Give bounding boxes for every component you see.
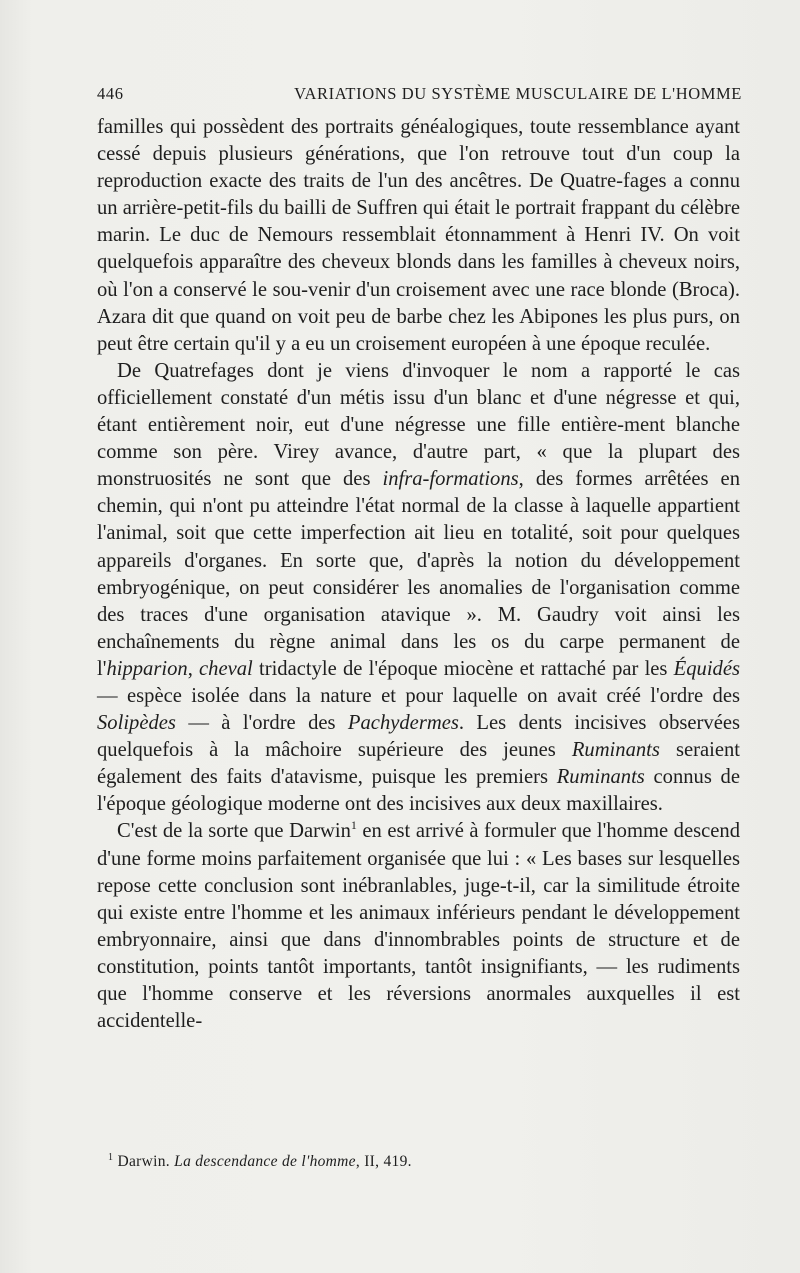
body-text (97, 114, 740, 1035)
text-run: , des formes arrêtées en chemin, qui n'ont pu atteindre l'état normal de la classe à laquelle appartient l'animal, soit que cette imperfection ait lieu en totalité, soit pour quelques appareils d'organes. En sorte que, d'après la notion du développement embryogénique, on peut considérer les anomalies de l'organisation comme des traces d'une organisation atavique ». M. Gaudry voit ainsi les enchaînements du règne animal dans les os du carpe permanent de l' (97, 468, 740, 680)
text-run: . Les dents incisives observées quelquefois à la mâchoire supérieure des jeunes (97, 712, 741, 762)
running-title: VARIATIONS DU SYSTÈME MUSCULAIRE DE L'HOMME (294, 84, 742, 103)
italic-term: hipparion (106, 657, 188, 680)
italic-term: infra-formations (382, 468, 519, 491)
footnote-author: Darwin. (117, 1153, 170, 1171)
italic-term: Équidés (673, 657, 741, 680)
text-run: , (187, 657, 200, 680)
text-run: familles qui possèdent des portraits généalogiques, toute ressemblance ayant cessé depuis plusieurs générations, que l'on retrouve tout d'un coup la reproduction exacte des traits de l'un des ancêtres. De Quatre-fages a connu un arrière-petit-fils du bailli de Suffren qui était le portrait frappant du célèbre marin. Le duc de Nemours ressemblait étonnamment à Henri IV. On voit quelquefois apparaître des cheveux blonds dans les familles à cheveux noirs, où l'on a conservé le sou-venir d'un croisement avec une race blonde (Broca). Azara dit que quand on voit peu de barbe chez les Abipones les plus purs, on peut être certain qu'il y a eu un croisement européen à une époque reculée. (97, 116, 740, 355)
page-header (97, 84, 742, 108)
footnote-title: La descendance de l'homme (174, 1153, 356, 1171)
footnote (108, 1152, 708, 1171)
text-run: — à l'ordre des (175, 712, 348, 735)
text-run: — espèce isolée dans la nature et pour laquelle on avait créé l'ordre des (97, 684, 740, 707)
paragraph-1 (97, 114, 740, 358)
footnote-location: , II, 419. (355, 1153, 412, 1171)
italic-term: Pachydermes (347, 712, 459, 735)
paragraph-3 (97, 818, 740, 1035)
text-run: C'est de la sorte que Darwin (117, 820, 351, 843)
italic-term: Ruminants (571, 739, 660, 762)
text-run: en est arrivé à formuler que l'homme descend d'une forme moins parfaitement organisée que lui : « Les bases sur lesquelles repose cette conclusion sont inébranlables, juge-t-il, car la similitude étroite qui existe entre l'homme et les animaux inférieurs pendant le développement embryonnaire, ainsi que dans d'innombrables points de structure et de constitution, points tantôt importants, tantôt insignifiants, — les rudiments que l'homme conserve et les réversions anormales auxquelles il est accidentelle- (97, 820, 740, 1033)
paragraph-2 (97, 358, 740, 819)
footnote-marker: 1 (108, 1152, 114, 1163)
italic-term: Solipèdes (97, 712, 176, 735)
footnote-reference[interactable]: 1 (350, 818, 357, 833)
italic-term: cheval (199, 657, 253, 680)
italic-term: Ruminants (556, 766, 645, 789)
text-run: tridactyle de l'époque miocène et rattaché par les (252, 657, 674, 680)
text-run: seraient également des faits d'atavisme, puisque les premiers (97, 739, 740, 789)
text-run: De Quatrefages dont je viens d'invoquer le nom a rapporté le cas officiellement constaté d'un métis issu d'un blanc et d'une négresse et qui, étant entièrement noir, eut d'une négresse une fille entière-ment blanche comme son père. Virey avance, d'autre part, « que la plupart des monstruosités ne sont que des (97, 359, 740, 491)
text-run: connus de l'époque géologique moderne ont des incisives aux deux maxillaires. (97, 766, 740, 816)
page-number: 446 (97, 84, 124, 103)
